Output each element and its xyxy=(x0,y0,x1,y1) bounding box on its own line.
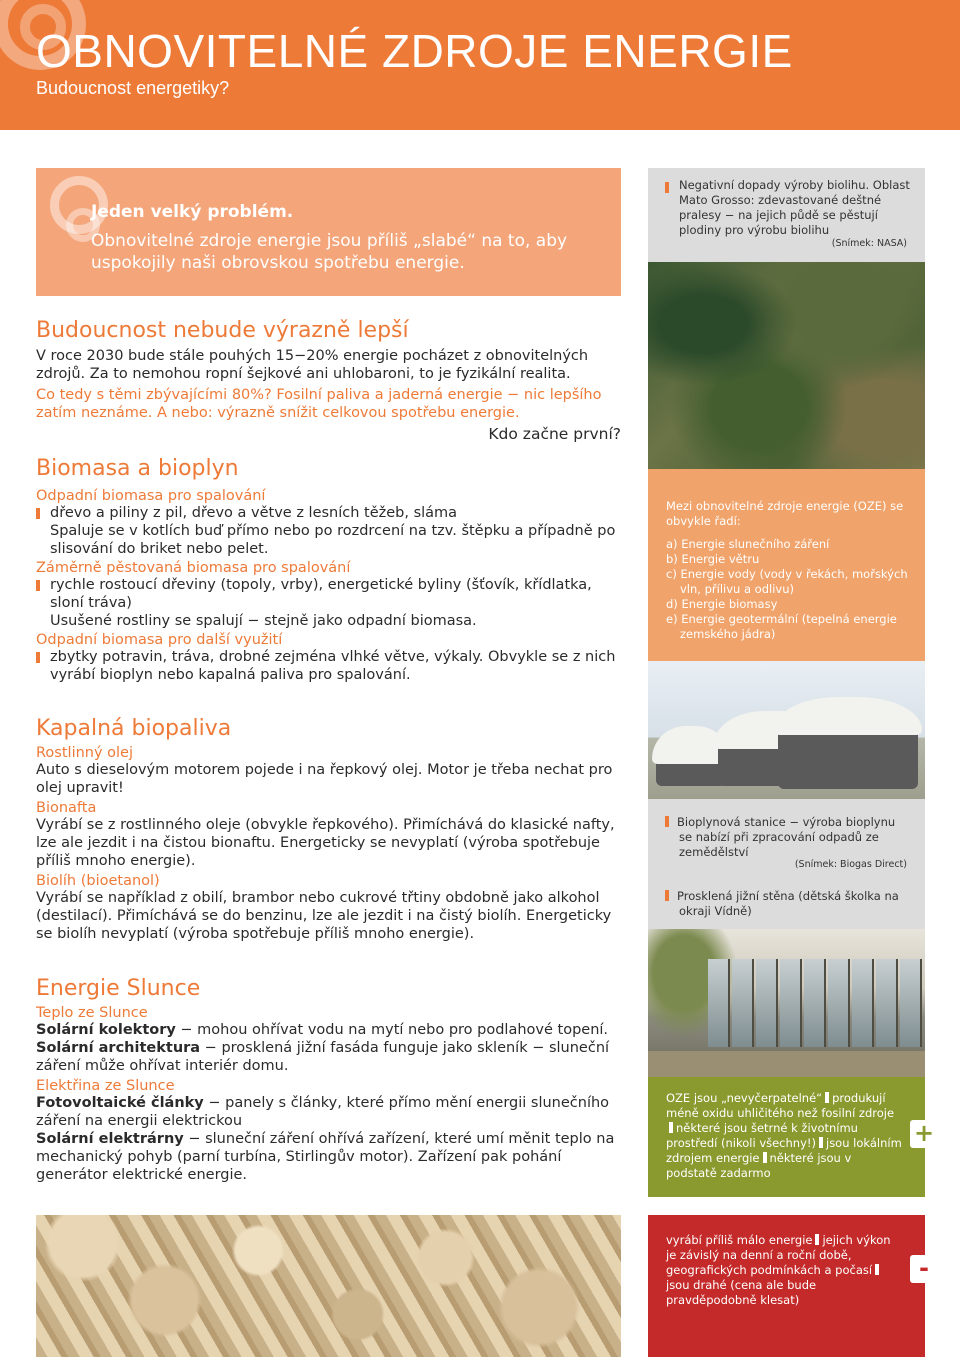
separator-mark xyxy=(763,1152,767,1163)
oze-list-item: d) Energie biomasy xyxy=(666,597,778,611)
tank-shape xyxy=(778,727,918,789)
bullet-text: dřevo a piliny z pil, dřevo a větve z lesních těžeb, sláma xyxy=(50,505,458,521)
term: Solární kolektory xyxy=(36,1022,176,1038)
bullet-icon xyxy=(665,890,669,901)
section-heading: Biomasa a bioplyn xyxy=(36,456,239,481)
separator-mark xyxy=(669,1122,673,1133)
subsection-title: Biolíh (bioetanol) xyxy=(36,873,160,889)
problem-title: Jeden velký problém. xyxy=(91,202,294,222)
biogas-caption-box xyxy=(648,799,925,929)
paragraph: Spaluje se v kotlích buď přímo nebo po rozdrcení na tzv. štěpku a případně po slisování do briket nebo pelet. xyxy=(50,523,616,557)
subsection-title: Odpadní biomasa pro spalování xyxy=(36,488,266,504)
nasa-caption-text: Negativní dopady výroby biolihu. Oblast Mato Grosso: zdevastované deštné pralesy − na jejich půdě se pěstují plodiny pro výrobu biolihu xyxy=(679,178,910,237)
term: Solární elektrárny xyxy=(36,1131,184,1147)
separator-mark xyxy=(819,1137,823,1148)
future-text: V roce 2030 bude stále pouhých 15−20% energie pocházet z obnovitelných zdrojů. Za to nemohou ropní šejkové ani uhlobaroni, to je fyzikální realita. xyxy=(36,348,589,382)
page-subtitle: Budoucnost energetiky? xyxy=(36,78,230,98)
bullet-icon xyxy=(36,580,40,591)
biomass-section xyxy=(36,456,621,684)
oze-list-item: a) Energie slunečního záření xyxy=(666,537,830,551)
paragraph: Vyrábí se z rostlinného oleje (obvykle řepkového). Přimíchává do klasické nafty, lze ale jezdit i na čistou bionaftu. Energeticky se nevyplatí (výroba spotřebuje příliš mnoho energie). xyxy=(36,817,615,869)
separator-mark xyxy=(815,1234,819,1245)
nasa-credit: (Snímek: NASA) xyxy=(831,238,907,249)
oze-list-lead: Mezi obnovitelné zdroje energie (OZE) se obvykle řadí: xyxy=(666,499,904,528)
advantage-item: produkují méně oxidu uhličitého než fosilní zdroje xyxy=(666,1091,895,1120)
sun-energy-section xyxy=(36,976,621,1184)
advantages-box xyxy=(648,1077,925,1197)
term-description: − panely s články, které přímo mění energii slunečního záření na energii elektrickou xyxy=(36,1095,610,1129)
separator-mark xyxy=(825,1092,829,1103)
oze-list-item: e) Energie geotermální (tepelná energie zemského jádra) xyxy=(666,612,897,641)
term-description: − mohou ohřívat vodu na mytí nebo pro podlahové topení. xyxy=(175,1022,609,1038)
liquid-biofuels-section xyxy=(36,716,621,943)
minus-icon: - xyxy=(910,1255,938,1283)
disadvantage-item: vyrábí příliš málo energie xyxy=(666,1233,813,1247)
page-header xyxy=(0,0,960,130)
disadvantages-box xyxy=(648,1215,925,1357)
advantage-item: OZE jsou „nevyčerpatelné“ xyxy=(666,1091,823,1105)
subsection-title: Bionafta xyxy=(36,800,97,816)
bullet-icon xyxy=(665,182,669,193)
term: Solární architektura xyxy=(36,1040,201,1056)
subsection-title: Teplo ze Slunce xyxy=(36,1005,148,1021)
biogas-credit: (Snímek: Biogas Direct) xyxy=(794,859,907,870)
future-section xyxy=(36,318,621,443)
bullet-icon xyxy=(665,816,669,827)
biogas-station-image xyxy=(648,661,925,799)
disadvantage-item: jejich výkon je závislý na denní a roční době, geografických podmínkách a počasí xyxy=(666,1233,891,1277)
oze-list-item: c) Energie vody (vody v řekách, mořských vln, přílivu a odlivu) xyxy=(666,567,908,596)
page-title: OBNOVITELNÉ ZDROJE ENERGIE xyxy=(36,25,793,77)
section-heading: Budoucnost nebude výrazně lepší xyxy=(36,318,409,343)
advantage-item: některé jsou v podstatě zadarmo xyxy=(666,1151,852,1180)
separator-mark xyxy=(875,1264,879,1275)
bullet-icon xyxy=(36,508,40,519)
wood-pellets-image xyxy=(36,1215,621,1357)
subsection-title: Rostlinný olej xyxy=(36,745,134,761)
problem-box xyxy=(36,168,621,296)
section-heading: Energie Slunce xyxy=(36,976,201,1001)
rainforest-satellite-image xyxy=(648,262,925,469)
problem-text: Obnovitelné zdroje energie jsou příliš „slabé“ na to, aby uspokojily naši obrovskou spotřebu energie. xyxy=(91,231,568,273)
who-starts: Kdo začne první? xyxy=(488,425,621,443)
bullet-text: zbytky potravin, tráva, drobné zejména vlhké větve, výkaly. Obvykle se z nich vyrábí bioplyn nebo kapalná paliva pro spalování. xyxy=(50,649,616,683)
term: Fotovoltaické články xyxy=(36,1095,204,1111)
oze-list-box xyxy=(648,469,925,661)
term-description: − sluneční záření ohřívá zařízení, které umí měnit teplo na mechanický pohyb (parní turbína, Stirlingův motor). Zařízení pak pohání generátor elektrické energie. xyxy=(36,1131,615,1183)
biogas-caption-text: Bioplynová stanice − výroba bioplynu se nabízí při zpracování odpadů ze zemědělství xyxy=(677,815,896,859)
section-heading: Kapalná biopaliva xyxy=(36,716,232,741)
term-description: − prosklená jižní fasáda funguje jako skleník − sluneční záření může ohřívat interiér domu. xyxy=(36,1040,610,1074)
paragraph: Auto s dieselovým motorem pojede i na řepkový olej. Motor je třeba nechat pro olej upravit! xyxy=(36,762,613,796)
advantage-item: jsou lokálním zdrojem energie xyxy=(666,1136,902,1165)
bullet-icon xyxy=(36,652,40,663)
subsection-title: Elektřina ze Slunce xyxy=(36,1078,175,1094)
oze-list-item: b) Energie větru xyxy=(666,552,760,566)
paragraph: Usušené rostliny se spalují − stejně jako odpadní biomasa. xyxy=(50,613,477,629)
advantage-item: některé jsou šetrné k životnímu prostředí (nikoli všechny!) xyxy=(666,1121,858,1150)
tank-shape xyxy=(656,756,726,786)
bullet-text: rychle rostoucí dřeviny (topoly, vrby), energetické byliny (šťovík, křídlatka, sloní tráva) xyxy=(50,577,592,611)
subsection-title: Odpadní biomasa pro další využití xyxy=(36,632,283,648)
plus-icon: + xyxy=(910,1120,938,1148)
nasa-caption-box xyxy=(648,168,925,262)
future-question: Co tedy s těmi zbývajícími 80%? Fosilní paliva a jaderná energie − nic lepšího zatím neznáme. A nebo: výrazně snížit celkovou spotřebu energie. xyxy=(36,387,602,421)
glass-facade-image xyxy=(648,929,925,1077)
glass-caption-text: Prosklená jižní stěna (dětská školka na okraji Vídně) xyxy=(677,889,899,918)
disadvantage-item: jsou drahé (cena ale bude pravděpodobně klesat) xyxy=(666,1278,817,1307)
subsection-title: Záměrně pěstovaná biomasa pro spalování xyxy=(36,560,351,576)
paragraph: Vyrábí se například z obilí, brambor nebo cukrové třtiny obdobně jako alkohol (destilací). Přimíchává se do benzinu, lze ale jezdit i na čistý biolíh. Energeticky se biolíh nevyplatí (výroba spotřebuje příliš mnoho energie). xyxy=(36,890,612,942)
